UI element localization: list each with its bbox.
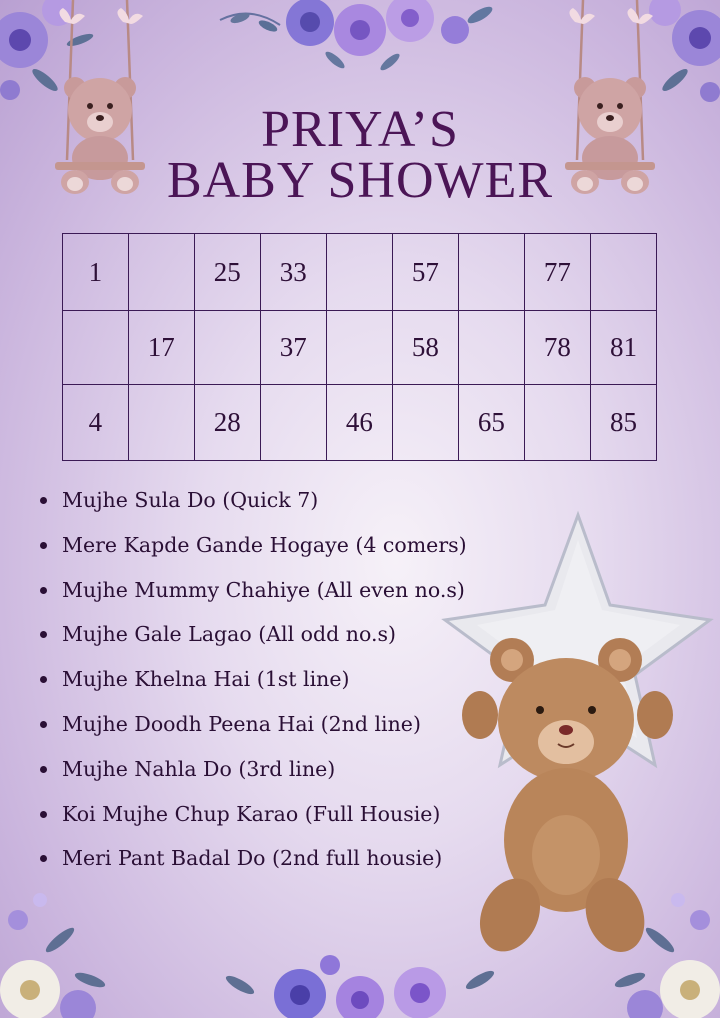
rule-item — [38, 798, 467, 843]
ticket-cell — [392, 385, 458, 461]
rule-item — [38, 842, 467, 887]
rule-item — [38, 753, 467, 798]
game-rules-list — [38, 484, 467, 887]
ticket-cell — [128, 385, 194, 461]
rule-item — [38, 484, 467, 529]
ticket-cell — [326, 311, 392, 385]
ticket-row — [63, 311, 657, 385]
ticket-cell: 4 — [63, 385, 129, 461]
ticket-cell: 28 — [194, 385, 260, 461]
rule-text: Mujhe Gale Lagao (All odd no.s) — [62, 622, 396, 647]
rule-text: Mujhe Sula Do (Quick 7) — [62, 488, 319, 512]
rule-item — [38, 663, 467, 708]
rule-text: Koi Mujhe Chup Karao (Full Housie) — [62, 801, 441, 826]
rule-text: Mujhe Khelna Hai (1st line) — [62, 667, 350, 692]
rule-text: Mujhe Nahla Do (3rd line) — [62, 756, 336, 781]
bullet-icon — [40, 676, 47, 683]
floral-cluster-bottom-icon — [220, 935, 500, 1018]
rule-item — [38, 529, 467, 574]
rule-item — [38, 574, 467, 619]
bullet-icon — [40, 721, 47, 728]
ticket-cell: 58 — [392, 311, 458, 385]
bullet-icon — [40, 855, 47, 862]
ticket-row — [63, 234, 657, 311]
bullet-icon — [40, 497, 47, 504]
ticket-cell: 65 — [458, 385, 524, 461]
ticket-cell: 85 — [590, 385, 656, 461]
ticket-cell — [326, 234, 392, 311]
ticket-cell — [260, 385, 326, 461]
ticket-cell — [590, 234, 656, 311]
ticket-cell — [194, 311, 260, 385]
rule-text: Mere Kapde Gande Hogaye (4 comers) — [62, 532, 467, 557]
title-line-1: PRIYA’S — [261, 101, 459, 158]
ticket-cell: 17 — [128, 311, 194, 385]
floral-cluster-bottom-left-icon — [0, 880, 130, 1018]
ticket-cell: 78 — [524, 311, 590, 385]
ticket-cell: 25 — [194, 234, 260, 311]
ticket-cell: 46 — [326, 385, 392, 461]
ticket-cell: 37 — [260, 311, 326, 385]
floral-cluster-bottom-right-icon — [590, 880, 720, 1018]
ticket-cell — [63, 311, 129, 385]
ticket-cell: 77 — [524, 234, 590, 311]
rule-text: Mujhe Doodh Peena Hai (2nd line) — [62, 711, 421, 736]
bullet-icon — [40, 542, 47, 549]
rule-text: Meri Pant Badal Do (2nd full housie) — [62, 846, 443, 871]
ticket-cell: 1 — [63, 234, 129, 311]
tambola-ticket — [62, 233, 657, 461]
ticket-row — [63, 385, 657, 461]
rule-text: Mujhe Mummy Chahiye (All even no.s) — [62, 577, 465, 602]
bullet-icon — [40, 766, 47, 773]
ticket-cell — [524, 385, 590, 461]
ticket-cell — [458, 311, 524, 385]
ticket-cell: 33 — [260, 234, 326, 311]
title-line-2: BABY SHOWER — [166, 152, 554, 209]
floral-cluster-top-icon — [210, 0, 510, 80]
bullet-icon — [40, 587, 47, 594]
bullet-icon — [40, 811, 47, 818]
rule-item — [38, 618, 467, 663]
ticket-cell — [128, 234, 194, 311]
ticket-cell: 57 — [392, 234, 458, 311]
rule-item — [38, 708, 467, 753]
ticket-cell — [458, 234, 524, 311]
ticket-cell: 81 — [590, 311, 656, 385]
bullet-icon — [40, 631, 47, 638]
